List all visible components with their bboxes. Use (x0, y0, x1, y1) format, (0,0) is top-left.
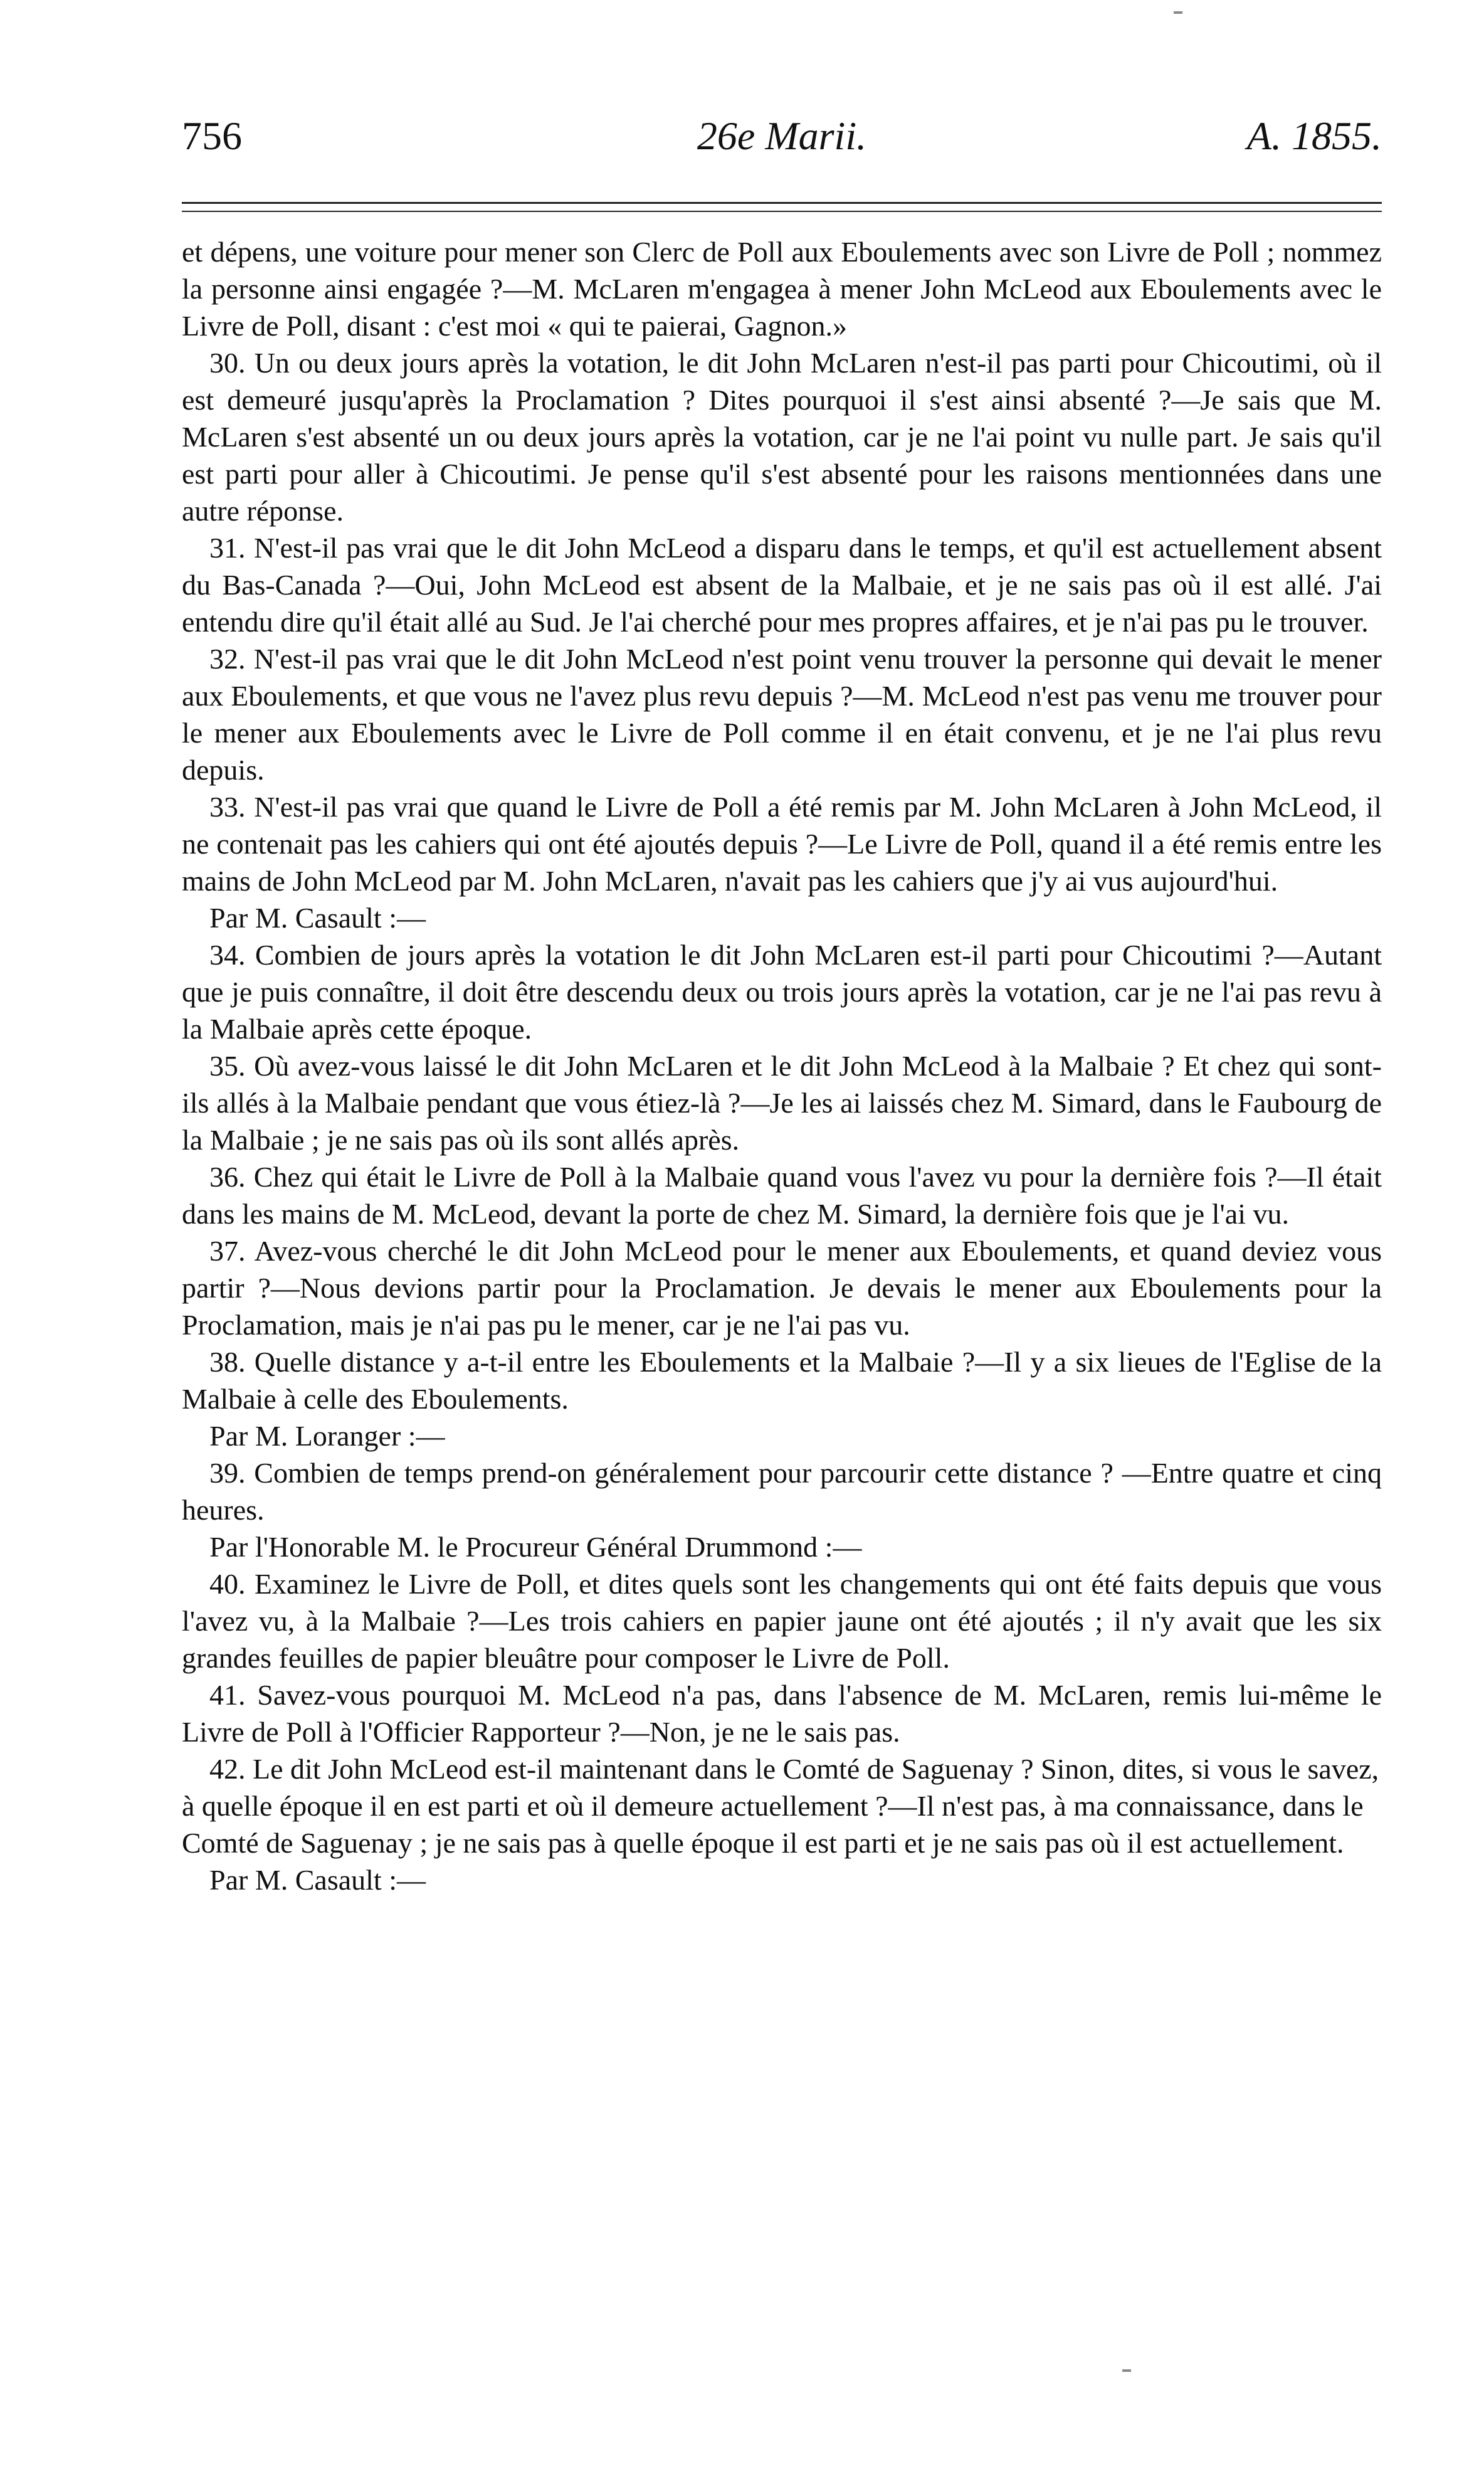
header-rule-top (182, 202, 1382, 204)
page-body (182, 233, 1382, 1898)
question-39: 39. Combien de temps prend-on généralement pour parcourir cette distance ? —Entre quatre et cinq heures. (182, 1457, 1382, 1526)
speaker-line: Par M. Loranger :— (209, 1420, 445, 1452)
speaker-line: Par M. Casault :— (209, 902, 426, 934)
scan-speck (1174, 11, 1182, 14)
page-number: 756 (182, 114, 242, 158)
scan-speck (1122, 2369, 1131, 2372)
question-34: 34. Combien de jours après la votation le dit John McLaren est-il parti pour Chicoutimi ?—Autant que je puis connaître, il doit être descendu deux ou trois jours après la votation, car je ne l'ai pas revu à la Malbaie après cette époque. (182, 939, 1382, 1045)
page-header (182, 113, 1382, 169)
question-37: 37. Avez-vous cherché le dit John McLeod pour le mener aux Eboulements, et quand deviez vous partir ?—Nous devions partir pour la Proclamation. Je devais le mener aux Eboulements pour la Proclamation, mais je n'ai pas pu le mener, car je ne l'ai pas vu. (182, 1235, 1382, 1341)
speaker-line: Par l'Honorable M. le Procureur Général Drummond :— (209, 1531, 862, 1563)
question-41: 41. Savez-vous pourquoi M. McLeod n'a pas, dans l'absence de M. McLaren, remis lui-même le Livre de Poll à l'Officier Rapporteur ?—Non, je ne le sais pas. (182, 1679, 1382, 1748)
speaker-line: Par M. Casault :— (209, 1864, 426, 1896)
question-35: 35. Où avez-vous laissé le dit John McLaren et le dit John McLeod à la Malbaie ? Et chez qui sont-ils allés à la Malbaie pendant que vous étiez-là ?—Je les ai laissés chez M. Simard, dans le Faubourg de la Malbaie ; je ne sais pas où ils sont allés après. (182, 1050, 1382, 1156)
question-30: 30. Un ou deux jours après la votation, le dit John McLaren n'est-il pas parti pour Chicoutimi, où il est demeuré jusqu'après la Proclamation ? Dites pourquoi il s'est ainsi absenté ?—Je sais que M. McLaren s'est absenté un ou deux jours après la votation, car je ne l'ai point vu nulle part. Je sais qu'il est parti pour aller à Chicoutimi. Je pense qu'il s'est absenté pour les raisons mentionnées dans une autre réponse. (182, 347, 1382, 527)
paragraph-continuation: et dépens, une voiture pour mener son Clerc de Poll aux Eboulements avec son Livre de Poll ; nommez la personne ainsi engagée ?—M. McLaren m'engagea à mener John McLeod aux Eboulements avec le Livre de Poll, disant : c'est moi « qui te paierai, Gagnon.» (182, 236, 1382, 342)
header-date: 26e Marii. (697, 114, 867, 158)
question-42: 42. Le dit John McLeod est-il maintenant dans le Comté de Saguenay ? Sinon, dites, si vous le savez, à quelle époque il en est parti et où il demeure actuellement ?—Il n'est pas, à ma connaissance, dans le Comté de Saguenay ; je ne sais pas à quelle époque il est parti et je ne sais pas où il est actuellement. (182, 1753, 1379, 1859)
header-year: A. 1855. (1246, 114, 1382, 158)
question-33: 33. N'est-il pas vrai que quand le Livre de Poll a été remis par M. John McLaren à John McLeod, il ne contenait pas les cahiers qui ont été ajoutés depuis ?—Le Livre de Poll, quand il a été remis entre les mains de John McLeod par M. John McLaren, n'avait pas les cahiers que j'y ai vus aujourd'hui. (182, 791, 1382, 897)
question-40: 40. Examinez le Livre de Poll, et dites quels sont les changements qui ont été faits depuis que vous l'avez vu, à la Malbaie ?—Les trois cahiers en papier jaune ont été ajoutés ; il n'y avait que les six grandes feuilles de papier bleuâtre pour composer le Livre de Poll. (182, 1568, 1382, 1674)
header-rule-bottom (182, 211, 1382, 212)
question-38: 38. Quelle distance y a-t-il entre les Eboulements et la Malbaie ?—Il y a six lieues de l'Eglise de la Malbaie à celle des Eboulements. (182, 1346, 1382, 1415)
question-32: 32. N'est-il pas vrai que le dit John McLeod n'est point venu trouver la personne qui devait le mener aux Eboulements, et que vous ne l'avez plus revu depuis ?—M. McLeod n'est pas venu me trouver pour le mener aux Eboulements avec le Livre de Poll comme il en était convenu, et je ne l'ai plus revu depuis. (182, 643, 1382, 786)
question-36: 36. Chez qui était le Livre de Poll à la Malbaie quand vous l'avez vu pour la dernière fois ?—Il était dans les mains de M. McLeod, devant la porte de chez M. Simard, la dernière fois que je l'ai vu. (182, 1161, 1382, 1230)
question-31: 31. N'est-il pas vrai que le dit John McLeod a disparu dans le temps, et qu'il est actuellement absent du Bas-Canada ?—Oui, John McLeod est absent de la Malbaie, et je ne sais pas où il est allé. J'ai entendu dire qu'il était allé au Sud. Je l'ai cherché pour mes propres affaires, et je n'ai pas pu le trouver. (182, 532, 1382, 638)
